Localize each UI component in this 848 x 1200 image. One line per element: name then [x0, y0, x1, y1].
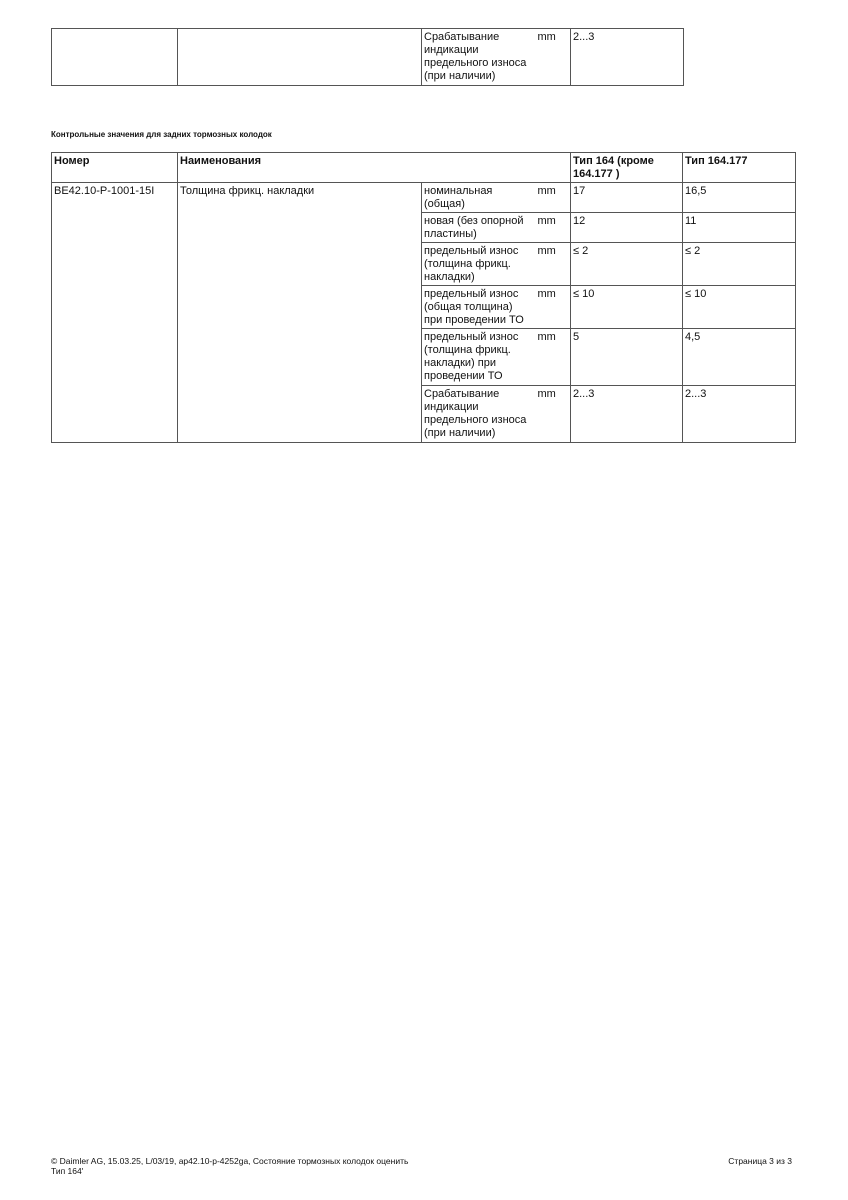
spec-unit: mm [536, 213, 571, 243]
spec-value-type-164177: 16,5 [683, 183, 796, 213]
footer-copyright [51, 1156, 408, 1176]
spec-value-type-164177: ≤ 10 [683, 286, 796, 329]
spec-value: 2...3 [571, 29, 684, 86]
spec-description: Срабатывание индикации предельного износа (при наличии) [422, 29, 536, 86]
header-type-164177: Тип 164.177 [683, 153, 796, 183]
spec-description: номинальная (общая) [422, 183, 536, 213]
document-number: BE42.10-P-1001-15I [52, 183, 178, 443]
spec-value-type-164: ≤ 10 [571, 286, 683, 329]
spec-value-type-164177: 4,5 [683, 329, 796, 386]
parameter-name: Толщина фрикц. накладки [178, 183, 422, 443]
table-row [52, 29, 684, 86]
spec-value-type-164: ≤ 2 [571, 243, 683, 286]
table-header-row [52, 153, 796, 183]
spec-value-type-164177: ≤ 2 [683, 243, 796, 286]
header-name: Наименования [178, 153, 571, 183]
spec-value-type-164: 12 [571, 213, 683, 243]
spec-unit: mm [536, 29, 571, 86]
spec-description: предельный износ (толщина фрикц. накладки) при проведении ТО [422, 329, 536, 386]
spec-description: предельный износ (общая толщина) при проведении ТО [422, 286, 536, 329]
spec-unit: mm [536, 286, 571, 329]
spec-description: предельный износ (толщина фрикц. накладки) [422, 243, 536, 286]
table-row [52, 183, 796, 213]
spec-description: новая (без опорной пластины) [422, 213, 536, 243]
number-cell [52, 29, 178, 86]
spec-value-type-164: 5 [571, 329, 683, 386]
spec-unit: mm [536, 243, 571, 286]
continued-table-fragment [51, 28, 684, 86]
spec-value-type-164: 2...3 [571, 386, 683, 443]
spec-unit: mm [536, 329, 571, 386]
spec-unit: mm [536, 183, 571, 213]
header-number: Номер [52, 153, 178, 183]
header-type-164: Тип 164 (кроме 164.177 ) [571, 153, 683, 183]
page-number: Страница 3 из 3 [728, 1156, 792, 1166]
spec-description: Срабатывание индикации предельного износа (при наличии) [422, 386, 536, 443]
spec-value-type-164177: 11 [683, 213, 796, 243]
spec-value-type-164177: 2...3 [683, 386, 796, 443]
spec-value-type-164: 17 [571, 183, 683, 213]
section-title: Контрольные значения для задних тормозных колодок [51, 130, 272, 139]
footer-line-2: Тип 164' [51, 1166, 84, 1176]
footer-line-1: © Daimler AG, 15.03.25, L/03/19, ap42.10-p-4252ga, Состояние тормозных колодок оценить [51, 1156, 409, 1166]
name-cell [178, 29, 422, 86]
spec-unit: mm [536, 386, 571, 443]
rear-brake-pads-table [51, 152, 796, 443]
